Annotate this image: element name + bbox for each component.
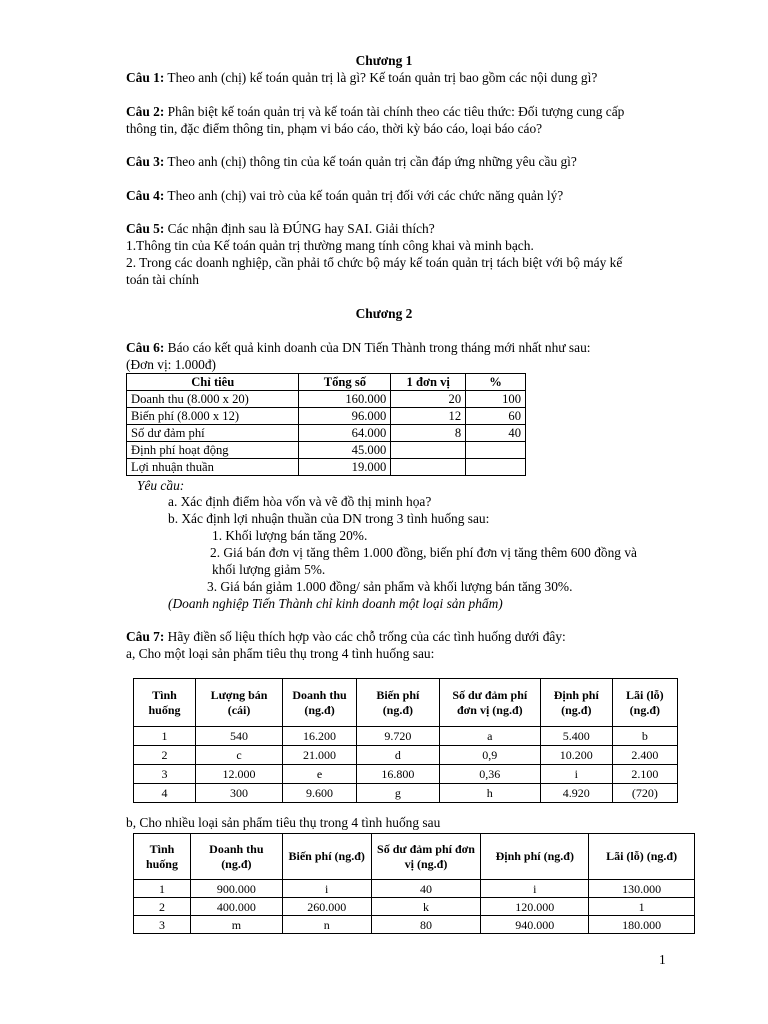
table-cell: b (612, 727, 677, 746)
table-cell: 3 (134, 916, 191, 934)
case-2: 2. Giá bán đơn vị tăng thêm 1.000 đồng, biến phí đơn vị tăng thêm 600 đồng và (210, 545, 637, 560)
question-2-line1: Phân biệt kế toán quản trị và kế toán tài chính theo các tiêu thức: Đối tượng cung cấp (164, 104, 625, 119)
table-cell: Biến phí (8.000 x 12) (127, 408, 299, 425)
table-cell: 5.400 (540, 727, 612, 746)
table-cell: 2.100 (612, 765, 677, 784)
table-cell: 12 (391, 408, 466, 425)
table-cell: 9.720 (357, 727, 440, 746)
table-header-row (134, 679, 678, 727)
table-cell: 64.000 (299, 425, 391, 442)
table-cell: i (540, 765, 612, 784)
table-cell (391, 442, 466, 459)
income-statement-table (126, 373, 526, 476)
requirement-a: a. Xác định điểm hòa vốn và vẽ đồ thị minh họa? (168, 494, 432, 509)
chapter-2-title: Chương 2 (355, 306, 413, 321)
table-cell: 2.400 (612, 746, 677, 765)
table-header-cell: Số dư đảm phí đơn vị (ng.đ) (371, 834, 481, 880)
table-header-cell: % (466, 374, 526, 391)
question-3 (126, 153, 577, 170)
question-5 (126, 220, 435, 237)
table-header-cell: Lãi (lỗ) (ng.đ) (612, 679, 677, 727)
table-row (127, 459, 526, 476)
table-row (127, 442, 526, 459)
table-cell: 9.600 (283, 784, 357, 803)
table-header-cell: Tình huống (134, 834, 191, 880)
table-header-cell: Số dư đảm phí đơn vị (ng.đ) (439, 679, 540, 727)
table-cell: 12.000 (196, 765, 283, 784)
question-3-label: Câu 3: (126, 154, 165, 169)
table-cell: 16.800 (357, 765, 440, 784)
table-cell: 260.000 (282, 898, 371, 916)
table-cell: 0,9 (439, 746, 540, 765)
table-cell: 2 (134, 898, 191, 916)
table-cell: 120.000 (481, 898, 589, 916)
table-header-cell: 1 đơn vị (391, 374, 466, 391)
table-row (127, 391, 526, 408)
table-cell: 3 (134, 765, 196, 784)
table-row (127, 408, 526, 425)
table-row (134, 898, 695, 916)
question-2-line2: thông tin, đặc điểm thông tin, phạm vi báo cáo, thời kỳ báo cáo, loại báo cáo? (126, 121, 543, 136)
question-1-label: Câu 1: (126, 70, 165, 85)
table-cell: g (357, 784, 440, 803)
question-4 (126, 187, 563, 204)
table-cell: i (282, 880, 371, 898)
question-1-text: Theo anh (chị) kế toán quản trị là gì? Kế toán quản trị bao gồm các nội dung gì? (164, 70, 598, 85)
table-row (134, 916, 695, 934)
table-cell: 100 (466, 391, 526, 408)
table-cell: 16.200 (283, 727, 357, 746)
table-cell: 180.000 (589, 916, 695, 934)
table-cell: 80 (371, 916, 481, 934)
table-cell: 900.000 (190, 880, 282, 898)
page-number: 1 (659, 952, 666, 967)
table-row (134, 727, 678, 746)
table-a (133, 678, 678, 803)
table-header-cell: Định phí (ng.đ) (540, 679, 612, 727)
question-7-part-a: a, Cho một loại sản phẩm tiêu thụ trong 4 tình huống sau: (126, 646, 435, 661)
table-cell: 21.000 (283, 746, 357, 765)
table-cell: 1 (134, 727, 196, 746)
table-row (134, 765, 678, 784)
table-row (134, 746, 678, 765)
table-cell: i (481, 880, 589, 898)
table-cell: 540 (196, 727, 283, 746)
table-cell: 400.000 (190, 898, 282, 916)
table-cell (466, 459, 526, 476)
question-6-unit: (Đơn vị: 1.000đ) (126, 357, 217, 372)
question-5-statement-1: 1.Thông tin của Kế toán quản trị thường mang tính công khai và minh bạch. (126, 238, 534, 253)
table-header-cell: Tình huống (134, 679, 196, 727)
table-row (134, 880, 695, 898)
question-5-statement-2: 2. Trong các doanh nghiệp, cần phải tổ chức bộ máy kế toán quản trị tách biệt với bộ máy kế (126, 255, 623, 270)
table-header-cell: Biến phí (ng.đ) (282, 834, 371, 880)
table-cell: 20 (391, 391, 466, 408)
table-b (133, 833, 695, 934)
table-header-cell: Biến phí (ng.đ) (357, 679, 440, 727)
table-header-cell: Lãi (lỗ) (ng.đ) (589, 834, 695, 880)
table-cell: 1 (134, 880, 191, 898)
case-3: 3. Giá bán giảm 1.000 đồng/ sản phẩm và khối lượng bán tăng 30%. (207, 579, 573, 594)
question-5-label: Câu 5: (126, 221, 165, 236)
table-cell: 60 (466, 408, 526, 425)
table-header-cell: Lượng bán (cái) (196, 679, 283, 727)
table-cell: 940.000 (481, 916, 589, 934)
table-cell: n (282, 916, 371, 934)
requirements-title: Yêu cầu: (137, 478, 185, 493)
requirement-b: b. Xác định lợi nhuận thuần của DN trong 3 tình huống sau: (168, 511, 490, 526)
question-7-part-b: b, Cho nhiều loại sản phẩm tiêu thụ trong 4 tình huống sau (126, 815, 441, 830)
table-cell: 40 (466, 425, 526, 442)
question-6-note: (Doanh nghiệp Tiến Thành chỉ kinh doanh một loại sản phẩm) (168, 596, 503, 611)
table-cell: e (283, 765, 357, 784)
table-cell: c (196, 746, 283, 765)
table-header-row (134, 834, 695, 880)
table-cell: 19.000 (299, 459, 391, 476)
table-cell: Định phí hoạt động (127, 442, 299, 459)
table-header-cell: Tổng số (299, 374, 391, 391)
question-7-text: Hãy điền số liệu thích hợp vào các chỗ trống của các tình huống dưới đây: (164, 629, 566, 644)
case-2-cont: khối lượng giảm 5%. (212, 562, 326, 577)
question-1 (126, 69, 597, 86)
table-cell: 10.200 (540, 746, 612, 765)
table-cell: 96.000 (299, 408, 391, 425)
table-header-cell: Chỉ tiêu (127, 374, 299, 391)
question-2-label: Câu 2: (126, 104, 165, 119)
question-7 (126, 628, 566, 645)
table-cell: 160.000 (299, 391, 391, 408)
table-header-row (127, 374, 526, 391)
table-cell: Doanh thu (8.000 x 20) (127, 391, 299, 408)
table-header-cell: Doanh thu (ng.đ) (190, 834, 282, 880)
chapter-1-title: Chương 1 (355, 53, 413, 68)
table-cell: 45.000 (299, 442, 391, 459)
table-cell (391, 459, 466, 476)
table-cell: 4.920 (540, 784, 612, 803)
question-6 (126, 339, 591, 356)
table-cell (466, 442, 526, 459)
question-5-statement-2-cont: toán tài chính (126, 272, 199, 287)
question-4-text: Theo anh (chị) vai trò của kế toán quản trị đối với các chức năng quản lý? (164, 188, 564, 203)
table-cell: 130.000 (589, 880, 695, 898)
table-header-cell: Doanh thu (ng.đ) (283, 679, 357, 727)
table-cell: 0,36 (439, 765, 540, 784)
question-6-label: Câu 6: (126, 340, 165, 355)
table-cell: 1 (589, 898, 695, 916)
question-6-text: Báo cáo kết quả kinh doanh của DN Tiến Thành trong tháng mới nhất như sau: (164, 340, 591, 355)
question-7-label: Câu 7: (126, 629, 165, 644)
table-cell: 8 (391, 425, 466, 442)
table-row (134, 784, 678, 803)
table-cell: 40 (371, 880, 481, 898)
table-cell: Số dư đảm phí (127, 425, 299, 442)
table-cell: (720) (612, 784, 677, 803)
table-cell: 300 (196, 784, 283, 803)
question-3-text: Theo anh (chị) thông tin của kế toán quản trị cần đáp ứng những yêu cầu gì? (164, 154, 577, 169)
table-cell: k (371, 898, 481, 916)
table-row (127, 425, 526, 442)
question-4-label: Câu 4: (126, 188, 165, 203)
question-5-text: Các nhận định sau là ĐÚNG hay SAI. Giải thích? (164, 221, 435, 236)
question-2 (126, 103, 624, 120)
table-cell: 2 (134, 746, 196, 765)
table-cell: h (439, 784, 540, 803)
table-cell: d (357, 746, 440, 765)
case-1: 1. Khối lượng bán tăng 20%. (212, 528, 368, 543)
table-cell: Lợi nhuận thuần (127, 459, 299, 476)
table-cell: a (439, 727, 540, 746)
table-cell: 4 (134, 784, 196, 803)
table-cell: m (190, 916, 282, 934)
table-header-cell: Định phí (ng.đ) (481, 834, 589, 880)
